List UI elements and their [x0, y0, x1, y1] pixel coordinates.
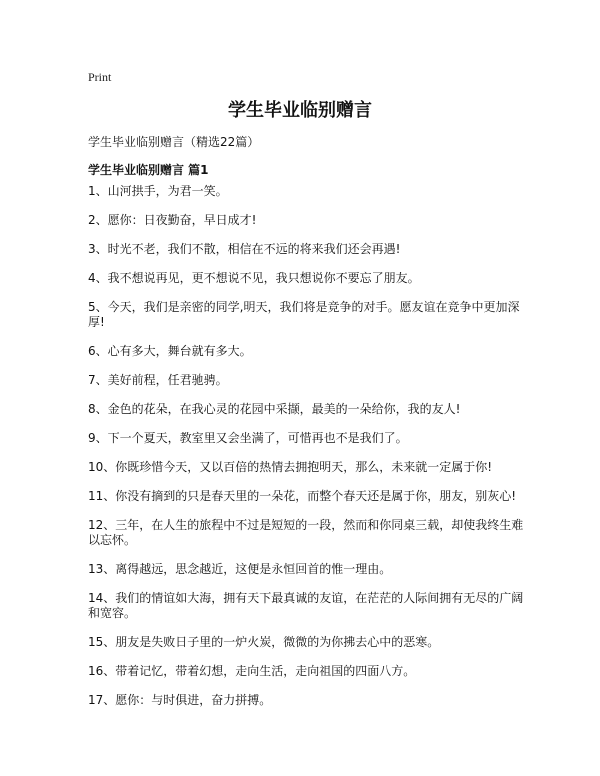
document-subtitle: 学生毕业临别赠言（精选22篇）	[88, 135, 260, 149]
list-item: 13、离得越远，思念越近，这便是永恒回首的惟一理由。	[88, 562, 392, 576]
list-item: 15、朋友是失败日子里的一炉火炭，微微的为你拂去心中的恶寒。	[88, 635, 440, 649]
list-item: 2、愿你：日夜勤奋，早日成才!	[88, 213, 257, 227]
list-item: 7、美好前程，任君驰骋。	[88, 373, 228, 387]
list-item: 4、我不想说再见，更不想说不见，我只想说你不要忘了朋友。	[88, 271, 420, 285]
list-item: 16、带着记忆，带着幻想，走向生活，走向祖国的四面八方。	[88, 664, 416, 678]
list-item: 9、下一个夏天，教室里又会坐满了，可惜再也不是我们了。	[88, 431, 408, 445]
list-item: 10、你既珍惜今天，又以百倍的热情去拥抱明天，那么，未来就一定属于你!	[88, 460, 493, 474]
print-link[interactable]: Print	[88, 70, 112, 84]
list-item: 11、你没有摘到的只是春天里的一朵花，而整个春天还是属于你，朋友，别灰心!	[88, 489, 517, 503]
list-item: 3、时光不老，我们不散，相信在不远的将来我们还会再遇!	[88, 242, 401, 256]
list-item: 14、我们的情谊如大海，拥有天下最真诚的友谊，在茫茫的人际间拥有无尽的广阔和宽容。	[88, 591, 524, 620]
list-item: 17、愿你：与时俱进，奋力拼搏。	[88, 693, 272, 707]
list-item: 8、金色的花朵，在我心灵的花园中采撷，最美的一朵给你，我的友人!	[88, 402, 461, 416]
farewell-message-list	[88, 184, 528, 722]
list-item: 12、三年，在人生的旅程中不过是短短的一段，然而和你同桌三载，却使我终生难以忘怀。	[88, 518, 524, 547]
page-title: 学生毕业临别赠言	[228, 100, 372, 121]
list-item: 6、心有多大，舞台就有多大。	[88, 344, 252, 358]
section-heading: 学生毕业临别赠言 篇1	[88, 163, 209, 177]
list-item: 5、今天，我们是亲密的同学,明天，我们将是竞争的对手。愿友谊在竞争中更加深厚!	[88, 300, 520, 329]
list-item: 1、山河拱手，为君一笑。	[88, 184, 228, 198]
